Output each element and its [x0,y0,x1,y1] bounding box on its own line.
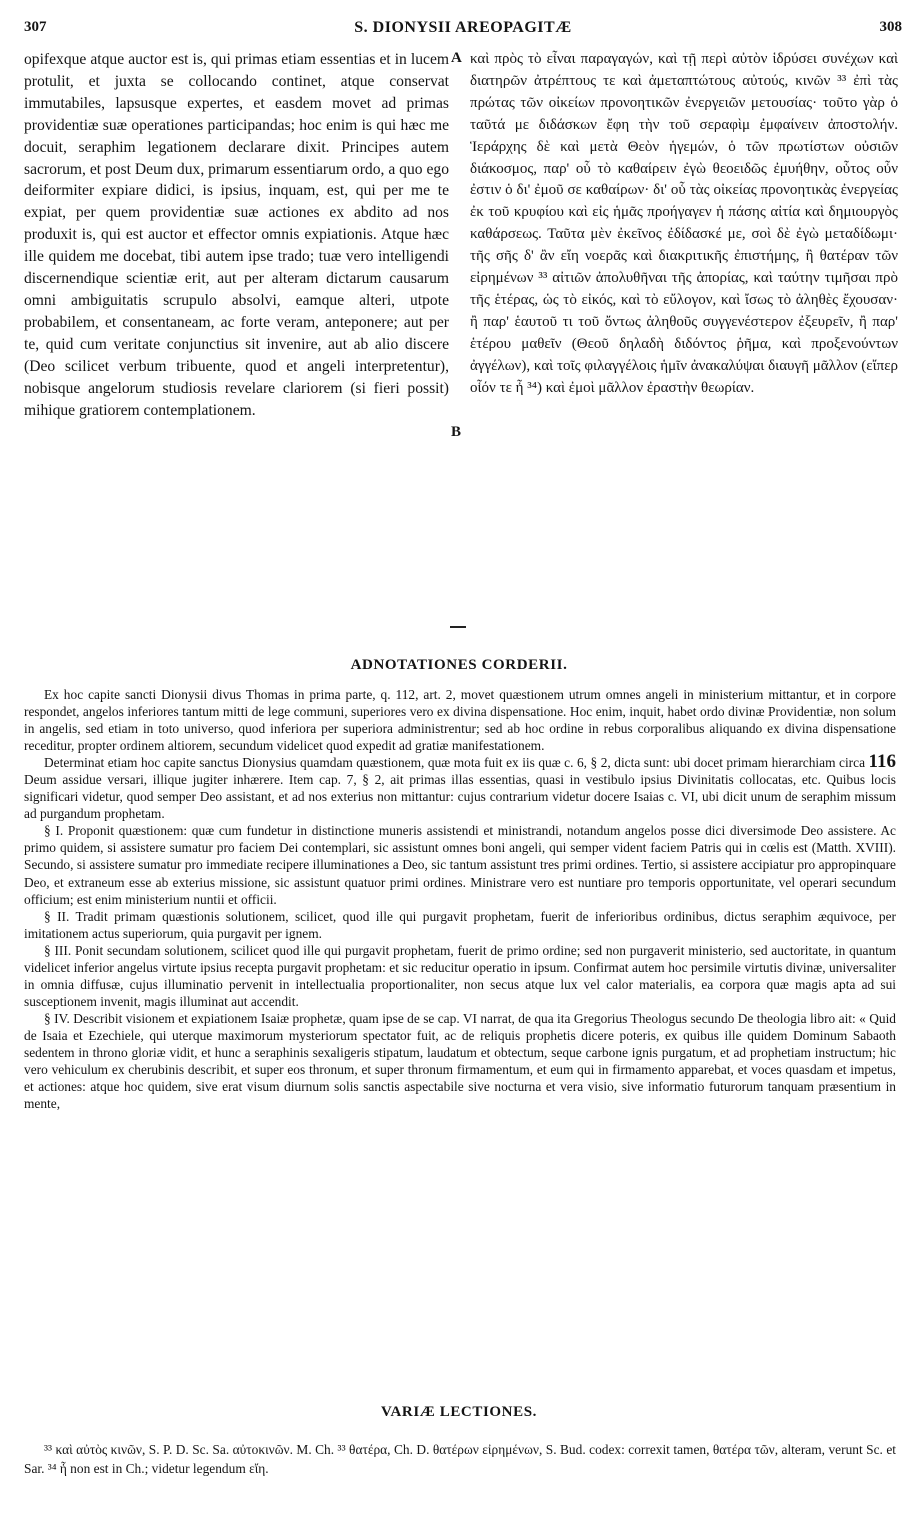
note-paragraph-1: Ex hoc capite sancti Dionysii divus Thomas in prima parte, q. 112, art. 2, movet quæstionem utrum omnes angeli in ministerium mittantur, et in corpore respondet, angelos inferiores tantum mitti de lege communi, superiores vero ex divina dispensatione. Hoc enim, inquit, habet ordo divinæ Providentiæ, non solum in angelis, sed etiam in toto universo, quod inferiora per superiora administrentur; sed ab hoc ordine in rebus corporalibus aliquando ex divina dispensatione receditur, propter ordinem altiorem, secundum videlicet quod expedit ad gratiæ manifestationem. [24,687,896,754]
running-title: S. DIONYSII AREOPAGITÆ [354,19,572,36]
variae-text: ³³ καὶ αὐτὸς κινῶν, S. P. D. Sc. Sa. αὐτοκινῶν. M. Ch. ³³ θατέρα, Ch. D. θατέρων εἰρημένων, S. Bud. codex: correxit tamen, θατέρα τῶν, alteram, verunt Sc. et Sar. ³⁴ ἦ non est in Ch.; videtur legendum εἴη. [24,1442,896,1476]
column-number: 116 [868,751,896,773]
adnotationes-body [24,686,896,1112]
page-number-right: 308 [879,19,902,35]
greek-column [470,49,898,400]
variae-title: VARIÆ LECTIONES. [380,1404,538,1420]
note-paragraph-2-start: Determinat etiam hoc capite sanctus Dionysius quamdam quæstionem, quæ mota fuit ex iis quæ c. 6, § 2, dicta sunt: ubi docet primam hierarchiam circa [44,755,866,771]
note-paragraph-4: § II. Tradit primam quæstionis solutionem, scilicet, quod ille qui purgavit prophetam, fuerit de inferioribus ordinibus, dictus seraphim æquivoce, per imitationem actus superiorum, quia purgavit per ignem. [24,908,896,941]
greek-text: καὶ πρὸς τὸ εἶναι παραγαγών, καὶ τῇ περὶ αὐτὸν ἱδρύσει συνέχων καὶ διατηρῶν ἀτρέπτους τε καὶ ἀμεταπτώτους αὐτούς, κινῶν ³³ ἐπὶ τὰς πρώτας τῶν οἰκείων προνοητικῶν ἐνεργειῶν μετουσίας· τοῦτο γὰρ ὁ ταῦτά με διδάσκων ἔφη τὴν τοῦ σεραφὶμ ἐμφαίνειν ἀποστολήν. Ἱεράρχης δὲ καὶ μετὰ Θεὸν ἡγεμών, ὁ τῶν πρωτίστων οὐσιῶν διάκοσμος, παρ' οὗ τὸ καθαίρειν ἐγὼ θεοειδῶς ἐμυήθην, οὗτος οὖν ἐστιν ὁ δι' ἐμοῦ σε καθαίρων· δι' οὗ τὰς οἰκείας προνοητικὰς ἐνεργείας ἐκ τοῦ κρυφίου καὶ εἰς ἡμᾶς προήγαγεν ἡ πάσης αἰτία καὶ δημιουργὸς καθάρσεως. Ταῦτα μὲν ἐκεῖνος ἐδίδασκέ με, σοὶ δὲ ἐγὼ μεταδίδωμι· τῆς σῆς δ' ἂν εἴη νοερᾶς καὶ διακριτικῆς ἐπιστήμης, ἢ θατέραν τῶν εἰρημένων ³³ αἰτιῶν ἀπολυθῆναι τῆς ἀπορίας, καὶ ταύτην τιμῆσαι πρὸ τῆς ἑτέρας, ὡς τὸ εἰκός, καὶ τὸ εὔλογον, καὶ ἴσως τὸ ἀληθὲς ἔχουσαν· ἢ παρ' ἑαυτοῦ τι τοῦ ὄντως ἀληθοῦς συγγενέστερον ἐξευρεῖν, ἢ παρ' ἑτέρου μαθεῖν (Θεοῦ δηλαδὴ διδόντος ῥῆμα, καὶ προξενούντων ἀγγέλων), καὶ τοῖς φιλαγγέλοις ἡμῖν ἀνακαλύψαι διαυγῆ μᾶλλον (εἴπερ οἷόν τε ἦ ³⁴) καὶ ἐμοὶ μᾶλλον ἐραστὴν θεωρίαν. [470,51,898,396]
latin-text: opifexque atque auctor est is, qui primas etiam essentias et in lucem protulit, et juxta se collocando continet, atque conservat immutabiles, lapsusque expertes, et easdem movet ad primas providentiæ suæ operationes participandas; hoc enim is qui hæc me docuit, seraphim legationem declarare dixit. Principes autem sacrorum, et post Deum dux, primarum essentiarum ordo, a quo ego deiformiter expiare didici, is ipsius, inquam, est, qui per me te expiat, per quem providentiæ suæ actiones ex abdito ad nos produxit is, qui est auctor et effector omnis expiationis. Atque hæc ille quidem me docebat, tibi autem ipse trado; tuæ vero intelligendi discernendique scientiæ erit, aut per alteram dictarum causarum omni ambiguitatis scrupulo absolvi, eamque alteri, utpote probabilem, et consentaneam, ac forte veram, anteponere; aut per te, quid cum veritate conjunctius sit invenire, aut ab alio discere (Deo scilicet verbum tribuente, quod et angeli interpretentur), nobisque angelorum studiosis revelare clariorem (si fieri possit) mihique gratiorem contemplationem. [24,51,449,419]
adnotationes-title: ADNOTATIONES CORDERII. [350,657,568,673]
note-paragraph-6: § IV. Describit visionem et expiationem Isaiæ prophetæ, quam ipse de se cap. VI narrat, de qua ita Gregorius Theologus secundo De theologia libro ait: « Quid de Isaia et Ezechiele, qui uterque maximorum mysteriorum spectator fuit, ac de reliquis prophetis dicere poteris, ex quibus ille quidem Dominum Sabaoth sedentem in throno gloriæ vidit, et hunc a seraphinis sexaligeris stipatum, laudatum et obtectum, seque carbone ignis purgatum, et ad prophetiam instructum; hic vero vehiculum ex cherubinis describit, et super eos thronum, et super thronum firmamentum, et eum qui in firmamento apparebat, et voces quasdam et impetus, et actiones: atque hoc quidem, sive erat visum diurnum solis sanctis aspectabile sive nocturna et vera visio, sive informatio futurorum tanquam præsentium in mente, [24,1010,896,1112]
note-paragraph-3: § I. Proponit quæstionem: quæ cum fundetur in distinctione muneris assistendi et ministrandi, notandum angelos posse dici diversimode Deo assistere. Ac primo quidem, si assistere sumatur pro faciem Dei contemplari, sic assistunt omnes boni angeli, qui semper vident faciem Patris qui in cœlis est (Matth. XVIII). Secundo, si assistere sumatur pro immediate recipere illuminationes a Deo, sic tantum assistunt tres primi ordines. Tertio, si assistere accipiatur pro appropinquare Deo, et extraneum esse ab exterius missione, sic assistunt quatuor primi ordines. Ministrare vero est nuntiare pro temporis opportunitate, vel operari secundum officium; est enim ministerium nuntii et officii. [24,823,896,907]
margin-marker-b: B [451,424,462,440]
note-paragraph-2 [24,751,896,822]
note-paragraph-5: § III. Ponit secundam solutionem, scilicet quod ille qui purgavit prophetam, fuerit de primo ordine; sed non purgaverit ministerio, sed auctoritate, in quantum videlicet inferior angelus virtute ipsius recepta purgavit prophetam: et sic reducitur operatio in ipsum. Confirmat autem hoc persimile virtutis divinæ, universaliter in omnia diffusæ, cujus illuminatio pervenit in intellectualia proportionaliter, non secus atque lux vel calor materialis, ea corpora quæ magis apta ad sui susceptionem invenit, magis illuminat aut accendit. [24,942,896,1009]
margin-marker-a: A [451,50,462,66]
section-divider [450,626,466,628]
running-header [24,19,902,41]
variae-lectiones [24,1440,896,1478]
note-paragraph-2-end: Deum assidue versari, illique jugiter inhærere. Item cap. 7, § 2, ait primas illas essentias, quasi in vestibulo ipsius Divinitatis collocatas, etc. Quibus locis significari videtur, quod semper Deo assistant, et ad nos exterius non mittantur: cujus contrarium videtur docere Isaias c. VI, ubi dicit unum de seraphim missum ad purgandum prophetam. [24,772,896,822]
page-number-left: 307 [24,19,47,35]
latin-column [24,49,449,421]
